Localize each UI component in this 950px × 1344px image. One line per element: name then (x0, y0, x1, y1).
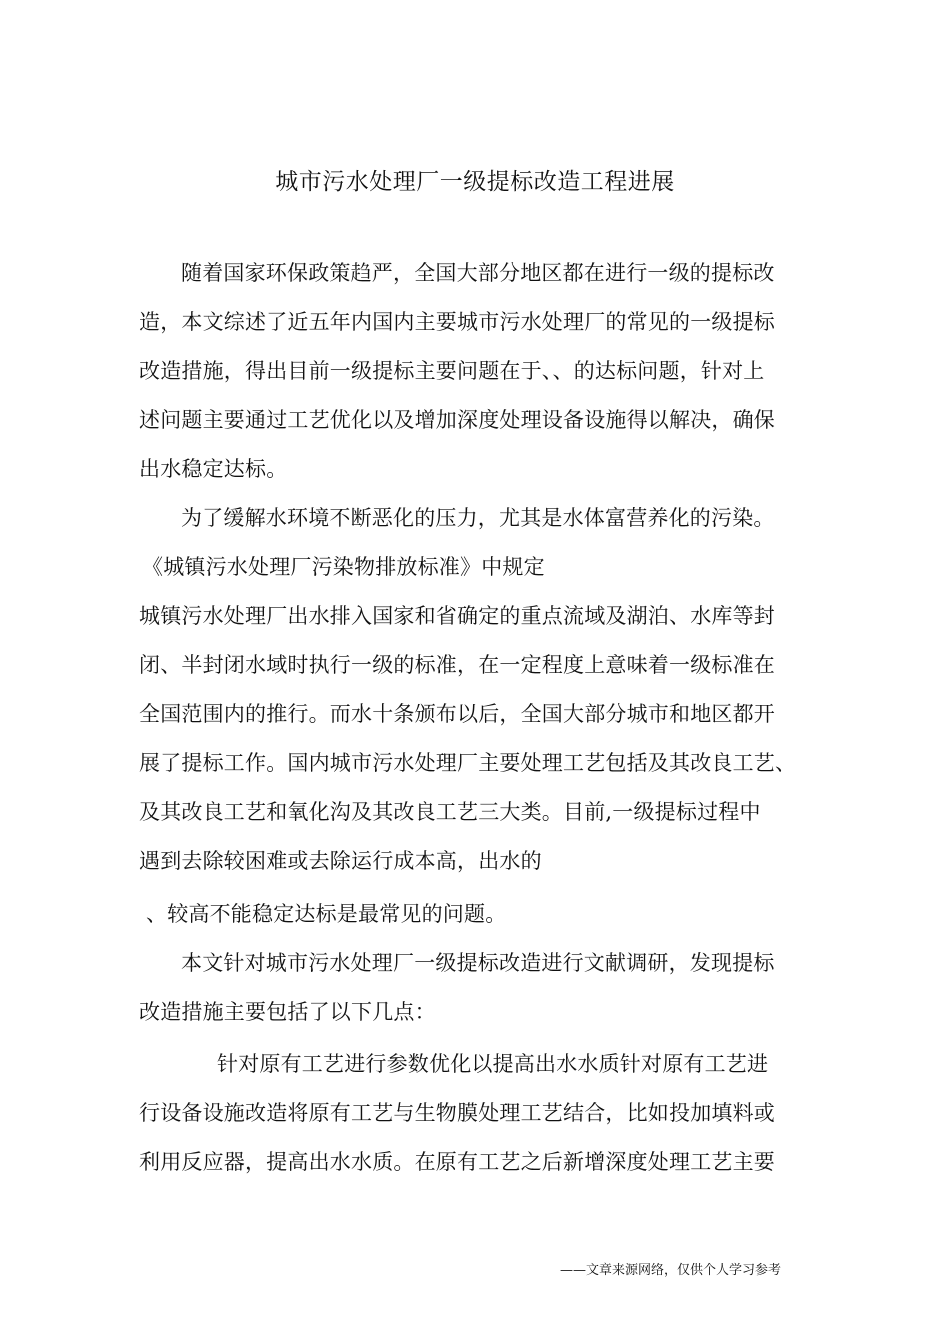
paragraph-line: 改造措施，得出目前一级提标主要问题在于、、的达标问题，针对上 (139, 359, 765, 383)
footer-note: ——文章来源网络，仅供个人学习参考 (560, 1263, 782, 1278)
paragraph-line: 造，本文综述了近五年内国内主要城市污水处理厂的常见的一级提标 (139, 310, 775, 334)
paragraph-line: 行设备设施改造将原有工艺与生物膜处理工艺结合，比如投加填料或 (139, 1101, 775, 1125)
paragraph-line: 述问题主要通过工艺优化以及增加深度处理设备设施得以解决，确保 (139, 408, 775, 432)
paragraph-line: 针对原有工艺进行参数优化以提高出水水质针对原有工艺进 (217, 1052, 769, 1076)
paragraph-line: 、较高不能稳定达标是最常见的问题。 (146, 902, 507, 926)
paragraph-line: 闭、半封闭水域时执行一级的标准，在一定程度上意味着一级标准在 (139, 653, 775, 677)
paragraph-line: 为了缓解水环境不断恶化的压力，尤其是水体富营养化的污染。 (181, 506, 775, 530)
paragraph-line: 出水稳定达标。 (139, 457, 288, 481)
paragraph-line: 本文针对城市污水处理厂一级提标改造进行文献调研，发现提标 (181, 951, 775, 975)
paragraph-line: 遇到去除较困难或去除运行成本高，出水的 (139, 849, 542, 873)
paragraph-line: 城镇污水处理厂出水排入国家和省确定的重点流域及湖泊、水库等封 (139, 604, 775, 628)
paragraph-line: 随着国家环保政策趋严，全国大部分地区都在进行一级的提标改 (181, 261, 775, 285)
paragraph-line: 《城镇污水处理厂污染物排放标准》中规定 (142, 555, 545, 579)
paragraph-line: 利用反应器，提高出水水质。在原有工艺之后新增深度处理工艺主要 (139, 1150, 775, 1174)
paragraph-line: 改造措施主要包括了以下几点： (139, 1000, 436, 1024)
document-title: 城市污水处理厂一级提标改造工程进展 (275, 169, 675, 195)
paragraph-line: 展了提标工作。国内城市污水处理厂主要处理工艺包括及其改良工艺、 (139, 751, 797, 775)
paragraph-line: 全国范围内的推行。而水十条颁布以后，全国大部分城市和地区都开 (139, 702, 775, 726)
paragraph-line: 及其改良工艺和氧化沟及其改良工艺三大类。目前,一级提标过程中 (139, 800, 761, 824)
